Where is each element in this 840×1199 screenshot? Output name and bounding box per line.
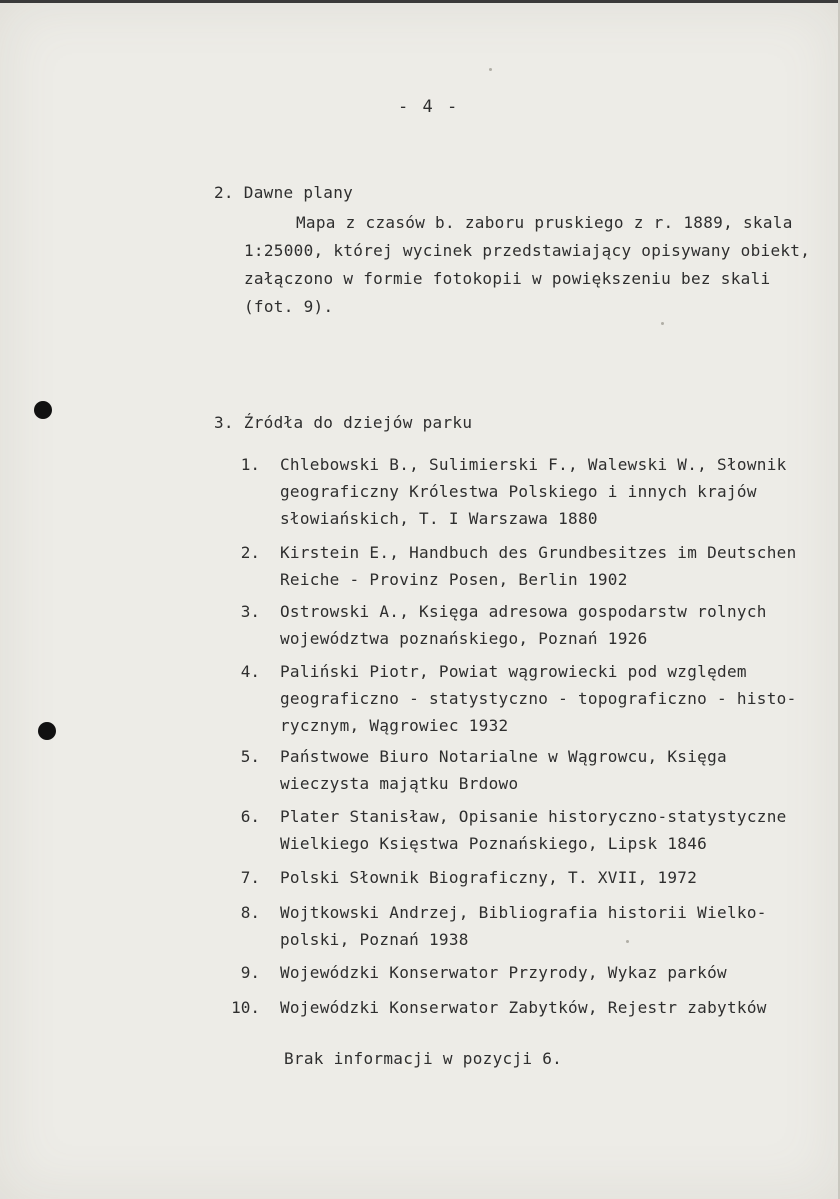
reference-number: 10. (231, 998, 260, 1017)
reference-line: Wojtkowski Andrzej, Bibliografia historii Wielko- (280, 903, 767, 922)
reference-line: Wielkiego Księstwa Poznańskiego, Lipsk 1846 (280, 834, 708, 853)
reference-line: polski, Poznań 1938 (280, 930, 469, 949)
paragraph-line: (fot. 9). (244, 297, 334, 316)
reference-line: Reiche - Provinz Posen, Berlin 1902 (280, 570, 628, 589)
reference-line: Plater Stanisław, Opisanie historyczno-statystyczne (280, 807, 787, 826)
section-2-title: 2. Dawne plany (214, 183, 354, 202)
page-top-edge (0, 0, 840, 3)
reference-line: Chlebowski B., Sulimierski F., Walewski W., Słownik (280, 455, 787, 474)
reference-line: Wojewódzki Konserwator Przyrody, Wykaz parków (280, 963, 727, 982)
reference-line: rycznym, Wągrowiec 1932 (280, 716, 509, 735)
reference-line: Wojewódzki Konserwator Zabytków, Rejestr zabytków (280, 998, 767, 1017)
paragraph-line: 1:25000, której wycinek przedstawiający opisywany obiekt, (244, 241, 811, 260)
reference-line: geograficzno - statystyczno - topograficzno - histo- (280, 689, 797, 708)
punch-hole (38, 722, 56, 740)
reference-line: Paliński Piotr, Powiat wągrowiecki pod względem (280, 662, 747, 681)
reference-line: geograficzny Królestwa Polskiego i innych krajów (280, 482, 757, 501)
reference-number: 4. (240, 662, 260, 681)
reference-number: 8. (240, 903, 260, 922)
paper-speck (489, 68, 492, 71)
paper-speck (661, 322, 664, 325)
reference-number: 5. (240, 747, 260, 766)
paragraph-line: załączono w formie fotokopii w powiększeniu bez skali (244, 269, 771, 288)
paper-speck (626, 940, 629, 943)
reference-number: 7. (240, 868, 260, 887)
section-3-title: 3. Źródła do dziejów parku (214, 413, 473, 432)
reference-number: 2. (240, 543, 260, 562)
punch-hole (34, 401, 52, 419)
reference-line: Kirstein E., Handbuch des Grundbesitzes im Deutschen (280, 543, 797, 562)
reference-number: 1. (240, 455, 260, 474)
reference-line: Ostrowski A., Księga adresowa gospodarstw rolnych (280, 602, 767, 621)
reference-line: województwa poznańskiego, Poznań 1926 (280, 629, 648, 648)
reference-number: 6. (240, 807, 260, 826)
page-number: - 4 - (398, 97, 460, 117)
paragraph-line: Mapa z czasów b. zaboru pruskiego z r. 1889, skala (296, 213, 793, 232)
reference-line: słowiańskich, T. I Warszawa 1880 (280, 509, 598, 528)
reference-line: Polski Słownik Biograficzny, T. XVII, 1972 (280, 868, 698, 887)
reference-line: Państwowe Biuro Notarialne w Wągrowcu, Księga (280, 747, 727, 766)
reference-line: wieczysta majątku Brdowo (280, 774, 519, 793)
reference-number: 9. (240, 963, 260, 982)
reference-number: 3. (240, 602, 260, 621)
note-text: Brak informacji w pozycji 6. (284, 1049, 563, 1068)
